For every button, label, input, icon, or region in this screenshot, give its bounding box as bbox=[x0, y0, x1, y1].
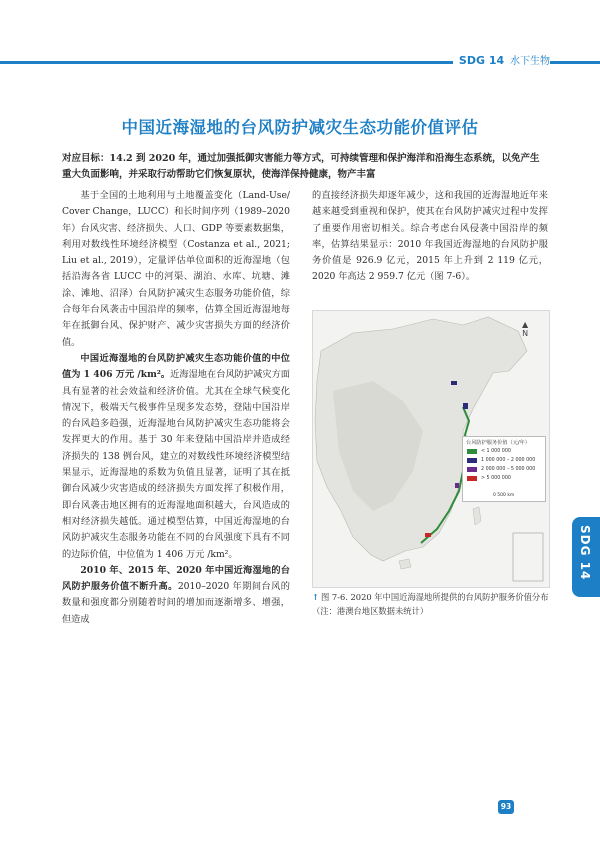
sdg-header-subtitle: 水下生物 bbox=[510, 56, 550, 67]
median-value-lead: 中国近海湿地的台风防护减灾生态功能价值的中位值为 1 406 万元 /km²。 bbox=[62, 352, 290, 381]
legend-label: > 5 000 000 bbox=[481, 476, 511, 481]
hainan-island bbox=[399, 559, 411, 569]
paragraph-intro: 基于全国的土地利用与土地覆盖变化（Land-Use/ Cover Change，LUCC）和长时间序列（1989–2020 年）台风灾害、经济损失、人口、GDP 等要素数据集，利用对数线性环境经济模型（Costanza et al., 2021; Liu et al., 2019），定量评估单位面积的近海湿地（包括沿海各省 LUCC 中的河渠、湖泊、水库、坑塘、滩涂、滩地、沼泽）台风防护减灾生态服务功能价值，综合每年台风袭击中国沿岸的频率，估算全国近海湿地每年在抵御台风、保护财产、减少灾害损失方面的经济价值。 bbox=[62, 190, 290, 348]
paragraph-continued: 的直接经济损失却逐年减少，这和我国的近海湿地近年来越来越受到重视和保护，使其在台风防护减灾过程中发挥了重要作用密切相关。综合考虑台风侵袭中国沿岸的频率，估算结果显示：2010 年我国近海湿地的台风防护服务价值是 926.9 亿元，2015 年上升到 2 119 亿元，2020 年高达 2 959.7 亿元（图 7-6）。 bbox=[312, 190, 548, 283]
sdg-side-tab bbox=[572, 517, 600, 597]
legend-item bbox=[463, 474, 545, 483]
target-text: 14.2 到 2020 年，通过加强抵御灾害能力等方式，可持续管理和保护海洋和沿海生态系统，以免产生重大负面影响，并采取行动帮助它们恢复原状，使海洋保持健康，物产丰富 bbox=[62, 153, 540, 180]
legend-swatch bbox=[467, 449, 477, 454]
legend-label: < 1 000 000 bbox=[481, 449, 511, 454]
paragraph-trend bbox=[62, 563, 290, 628]
wetland-patch-zhejiang bbox=[455, 483, 459, 488]
north-arrow bbox=[522, 320, 528, 338]
left-column bbox=[62, 188, 290, 628]
sdg-side-tab-label: SDG 14 bbox=[578, 525, 592, 581]
legend-item bbox=[463, 447, 545, 456]
target-label: 对应目标： bbox=[62, 153, 110, 164]
north-arrow-icon: ▲ bbox=[522, 320, 529, 329]
wetland-patch-guangdong bbox=[425, 533, 431, 537]
right-column bbox=[312, 188, 548, 286]
map-legend bbox=[462, 436, 546, 502]
legend-item bbox=[463, 465, 545, 474]
sdg-header-tag bbox=[453, 50, 550, 72]
legend-swatch bbox=[467, 467, 477, 472]
wetland-patch-north bbox=[451, 381, 457, 385]
trend-lead: 2010 年、2015 年、2020 年中国近海湿地的台风防护服务价值不断升高。 bbox=[62, 564, 290, 593]
legend-label: 1 000 000 – 2 000 000 bbox=[481, 458, 536, 463]
caption-arrow-icon: ↑ bbox=[312, 592, 319, 602]
figure-caption bbox=[312, 590, 552, 618]
caption-text: 图 7-6. 2020 年中国近海湿地所提供的台风防护服务价值分布（注：港澳台地区数据未统计） bbox=[312, 592, 549, 616]
legend-swatch bbox=[467, 458, 477, 463]
paragraph-median-value bbox=[62, 351, 290, 563]
legend-label: 2 000 000 – 5 000 000 bbox=[481, 467, 536, 472]
scale-bar: 0 500 km bbox=[493, 493, 515, 498]
legend-title: 台风防护服务价值（元/年） bbox=[466, 440, 530, 446]
header-bar bbox=[0, 50, 600, 72]
trend-text: 2010–2020 年期间台风的数量和强度都分别随着时间的增加而逐渐增多、增强，但造成 bbox=[62, 581, 290, 625]
legend-swatch bbox=[467, 476, 477, 481]
median-value-text: 近海湿地在台风防护减灾方面具有显著的社会效益和经济价值。尤其在全球气候变化情况下，极端天气极事件呈现多发态势，登陆中国沿岸的台风趋多趋强，近海湿地台风防护减灾生态功能将会发挥更大的作用。基于 30 年来登陆中国沿岸并造成经济损失的 138 例台风，建立的对数线性环境经济模型结果显示，近海湿地的系数为负值且显著，证明了其在抵御台风减少灾害造成的经济损失方面发挥了积极作用，即台风袭击地区拥有的近海湿地面积越大，台风造成的相对经济损失越低。通过模型估算，中国近海湿地的台风防护减灾生态服务功能在不同的台风强度下具有不同的边际价值，中位值为 1 406 万元 /km²。 bbox=[62, 369, 290, 560]
south-sea-inset bbox=[513, 533, 543, 581]
target-statement bbox=[62, 151, 546, 183]
sdg-header-label: SDG 14 bbox=[458, 54, 505, 67]
taiwan-island bbox=[473, 507, 481, 525]
wetland-patch-bohai bbox=[463, 403, 468, 409]
north-label: N bbox=[522, 329, 529, 338]
legend-item bbox=[463, 456, 545, 465]
page-title: 中国近海湿地的台风防护减灾生态功能价值评估 bbox=[121, 118, 479, 137]
page-number: 93 bbox=[498, 800, 514, 814]
